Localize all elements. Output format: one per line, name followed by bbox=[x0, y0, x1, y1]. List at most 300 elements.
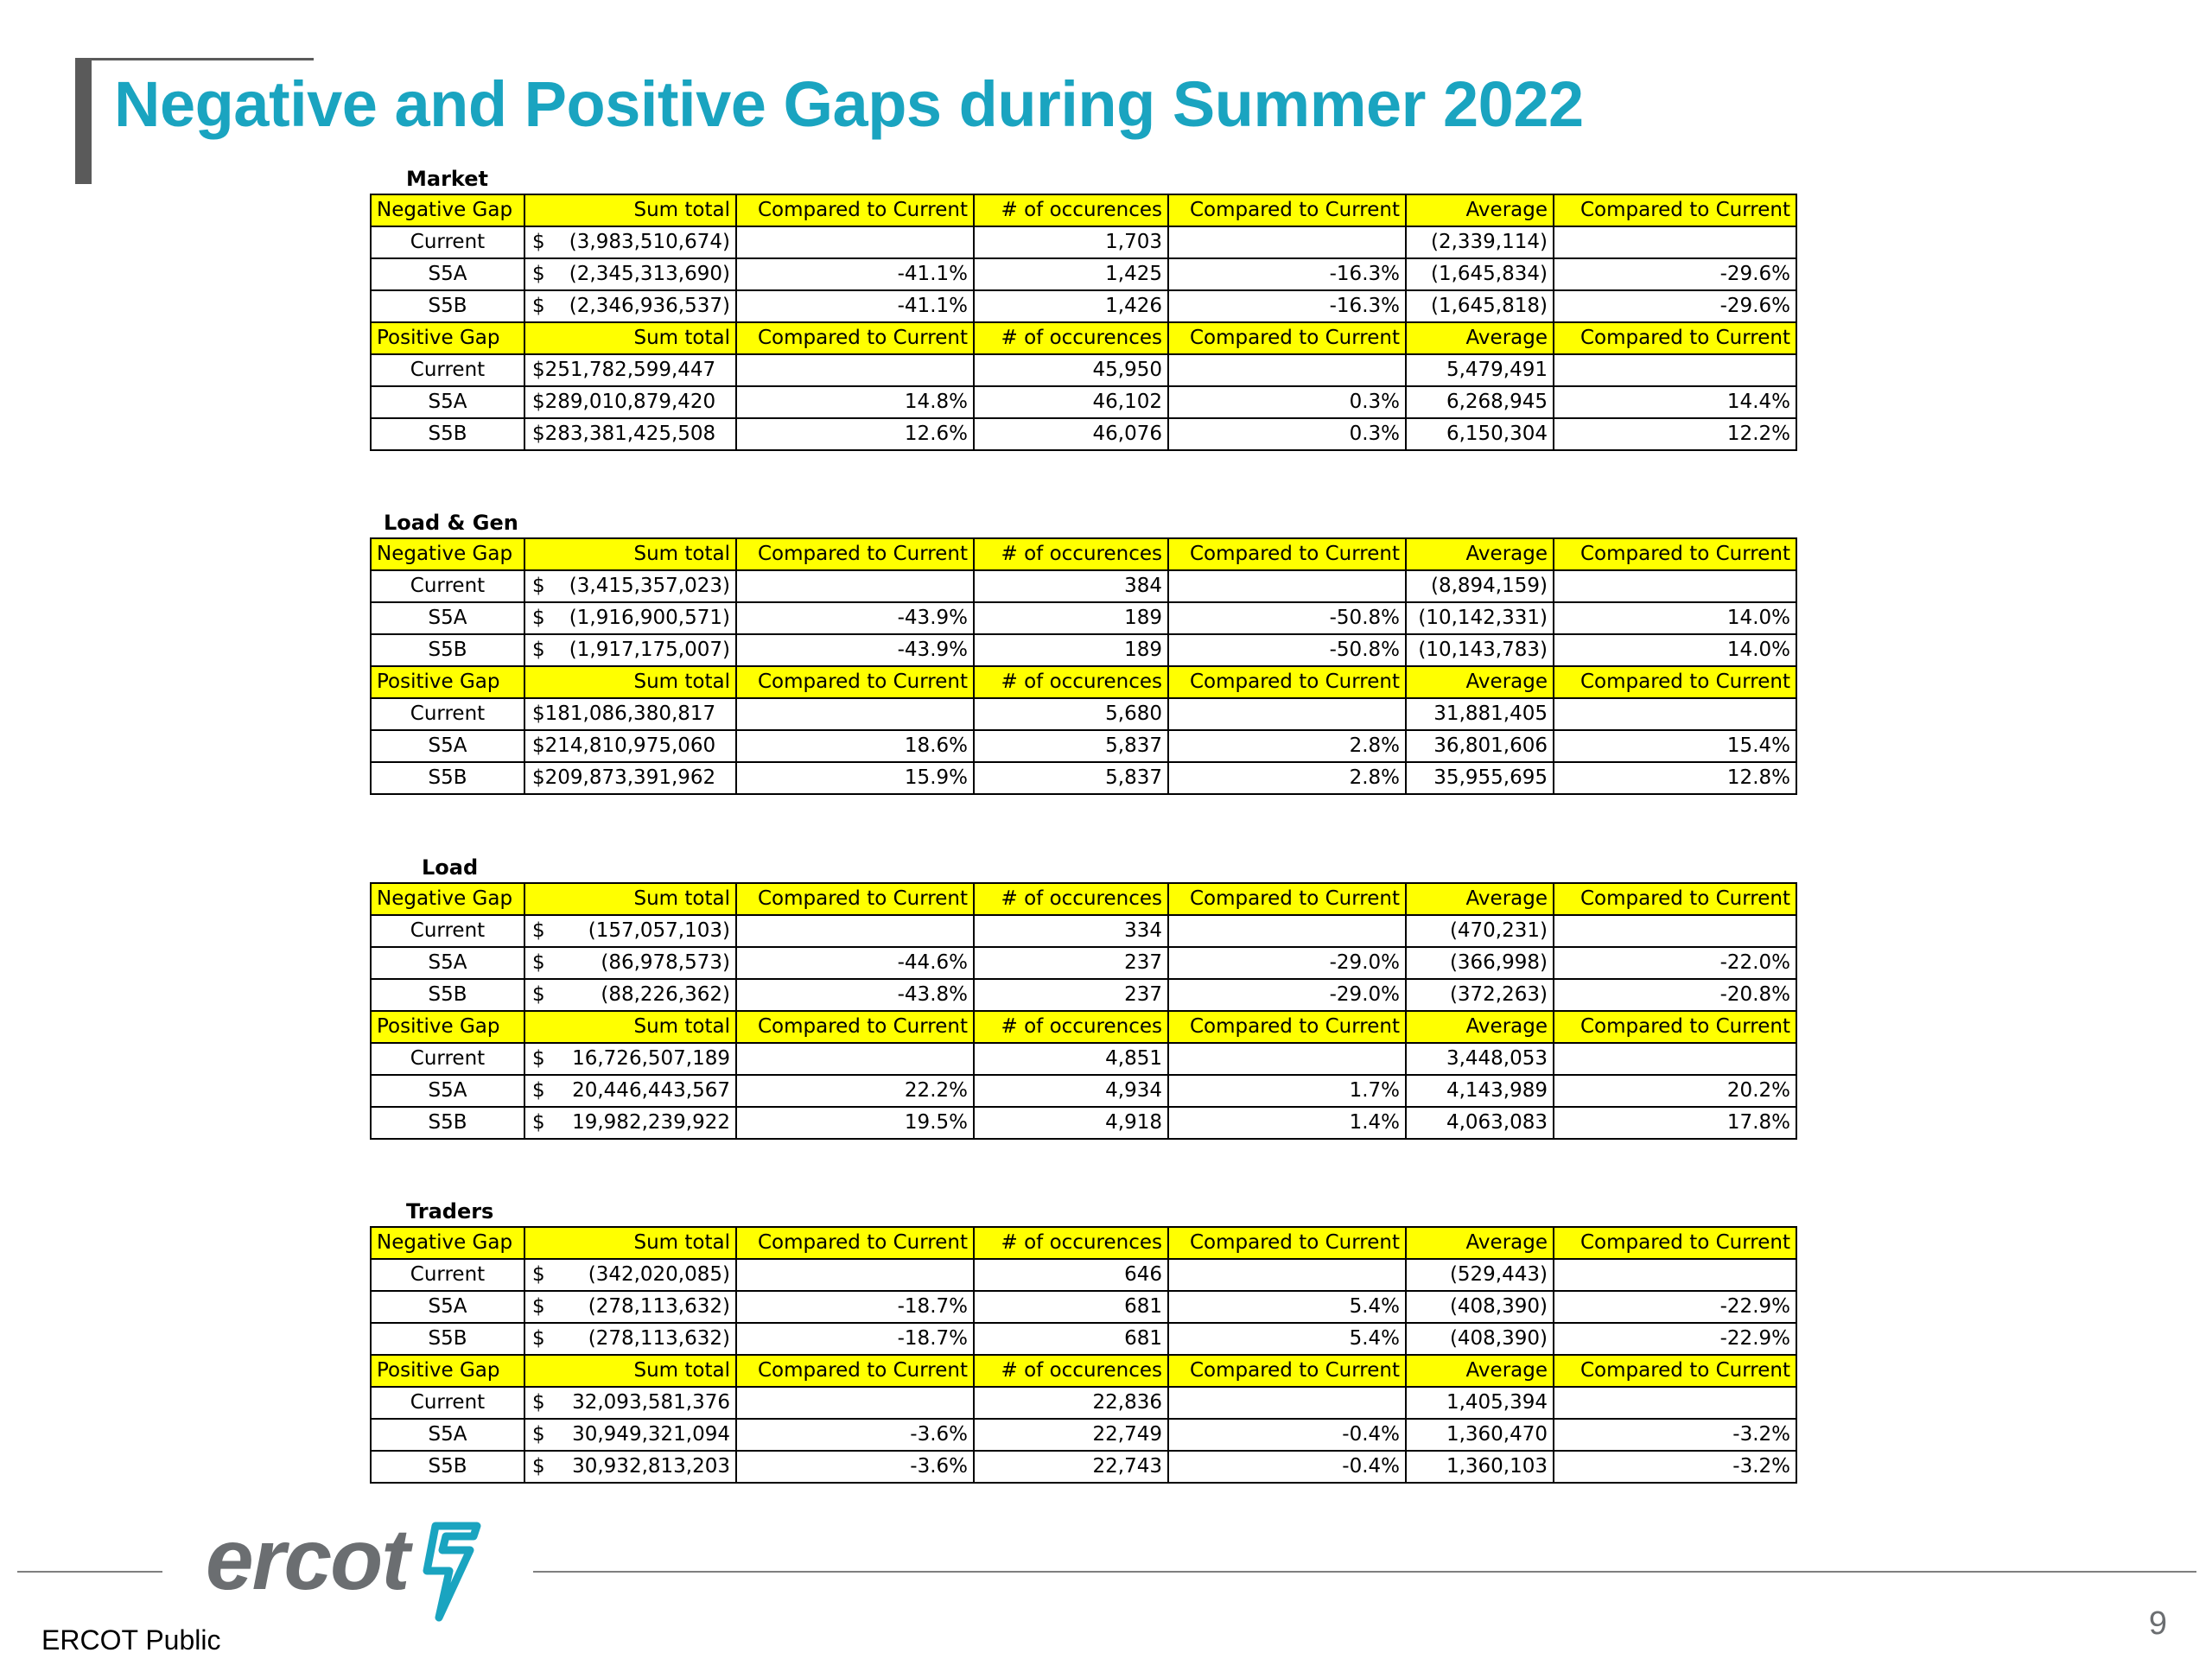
occurrences-compared-cell: -0.4% bbox=[1168, 1419, 1406, 1451]
row-label: Current bbox=[371, 226, 524, 258]
currency-symbol: $ bbox=[532, 983, 545, 1006]
column-header: Sum total bbox=[524, 1355, 736, 1387]
sum-total-value: $181,086,380,817 bbox=[532, 702, 716, 725]
currency-symbol: $ bbox=[532, 1263, 545, 1286]
column-header: Compared to Current bbox=[1554, 1227, 1796, 1259]
table-section bbox=[370, 164, 1796, 451]
occurrences-cell: 237 bbox=[974, 947, 1168, 979]
sum-compared-cell bbox=[736, 226, 974, 258]
sum-total-value: (2,346,936,537) bbox=[569, 295, 730, 317]
occurrences-cell: 45,950 bbox=[974, 354, 1168, 386]
occurrences-compared-cell: -0.4% bbox=[1168, 1451, 1406, 1483]
sum-total-cell bbox=[524, 354, 736, 386]
average-cell: 1,405,394 bbox=[1406, 1387, 1554, 1419]
sum-total-cell bbox=[524, 1387, 736, 1419]
currency-symbol: $ bbox=[532, 1295, 545, 1318]
occurrences-cell: 5,680 bbox=[974, 698, 1168, 730]
column-header: Compared to Current bbox=[1554, 666, 1796, 698]
gap-type-header: Negative Gap bbox=[371, 538, 524, 570]
occurrences-compared-cell bbox=[1168, 354, 1406, 386]
column-header: Compared to Current bbox=[1554, 883, 1796, 915]
sum-compared-cell: -18.7% bbox=[736, 1291, 974, 1323]
occurrences-cell: 189 bbox=[974, 602, 1168, 634]
table-row bbox=[371, 570, 1796, 602]
gap-type-header: Positive Gap bbox=[371, 1355, 524, 1387]
column-header: Compared to Current bbox=[1554, 322, 1796, 354]
average-compared-cell: 20.2% bbox=[1554, 1075, 1796, 1107]
occurrences-cell: 1,426 bbox=[974, 290, 1168, 322]
column-header: Compared to Current bbox=[736, 666, 974, 698]
average-cell: 31,881,405 bbox=[1406, 698, 1554, 730]
average-cell: (1,645,818) bbox=[1406, 290, 1554, 322]
column-header: Average bbox=[1406, 538, 1554, 570]
row-label: Current bbox=[371, 1043, 524, 1075]
table-row bbox=[371, 1419, 1796, 1451]
column-header: Sum total bbox=[524, 1011, 736, 1043]
sum-compared-cell: 18.6% bbox=[736, 730, 974, 762]
currency-symbol: $ bbox=[532, 639, 545, 661]
sum-total-value: $289,010,879,420 bbox=[532, 391, 716, 413]
average-cell: 6,268,945 bbox=[1406, 386, 1554, 418]
average-compared-cell: -29.6% bbox=[1554, 290, 1796, 322]
sum-compared-cell: -3.6% bbox=[736, 1419, 974, 1451]
average-compared-cell: 12.2% bbox=[1554, 418, 1796, 450]
sum-total-value: (278,113,632) bbox=[588, 1327, 730, 1350]
sum-total-cell bbox=[524, 698, 736, 730]
currency-symbol: $ bbox=[532, 1455, 545, 1478]
sum-total-value: $214,810,975,060 bbox=[532, 734, 716, 757]
occurrences-cell: 384 bbox=[974, 570, 1168, 602]
occurrences-compared-cell: 1.7% bbox=[1168, 1075, 1406, 1107]
column-header: Average bbox=[1406, 194, 1554, 226]
sum-total-cell bbox=[524, 1259, 736, 1291]
column-header: Compared to Current bbox=[1168, 666, 1406, 698]
table-header-row bbox=[371, 538, 1796, 570]
average-compared-cell bbox=[1554, 354, 1796, 386]
occurrences-compared-cell: 5.4% bbox=[1168, 1323, 1406, 1355]
gap-table bbox=[370, 1226, 1797, 1484]
footer-rule-right bbox=[533, 1571, 2196, 1573]
column-header: Sum total bbox=[524, 1227, 736, 1259]
row-label: S5B bbox=[371, 290, 524, 322]
table-row bbox=[371, 258, 1796, 290]
average-compared-cell: -22.9% bbox=[1554, 1291, 1796, 1323]
column-header: # of occurences bbox=[974, 194, 1168, 226]
sum-total-value: 16,726,507,189 bbox=[572, 1047, 730, 1070]
table-row bbox=[371, 730, 1796, 762]
row-label: Current bbox=[371, 570, 524, 602]
table-header-row bbox=[371, 666, 1796, 698]
average-cell: (8,894,159) bbox=[1406, 570, 1554, 602]
table-section bbox=[370, 508, 1796, 795]
column-header: Compared to Current bbox=[1168, 883, 1406, 915]
gap-table bbox=[370, 882, 1797, 1140]
occurrences-compared-cell: -50.8% bbox=[1168, 602, 1406, 634]
row-label: S5B bbox=[371, 979, 524, 1011]
sum-total-cell bbox=[524, 570, 736, 602]
row-label: S5B bbox=[371, 1107, 524, 1139]
ercot-bolt-icon bbox=[420, 1521, 489, 1624]
average-compared-cell: 17.8% bbox=[1554, 1107, 1796, 1139]
gap-type-header: Negative Gap bbox=[371, 194, 524, 226]
table-row bbox=[371, 354, 1796, 386]
currency-symbol: $ bbox=[532, 1423, 545, 1446]
average-cell: 36,801,606 bbox=[1406, 730, 1554, 762]
sum-total-cell bbox=[524, 634, 736, 666]
sum-compared-cell bbox=[736, 698, 974, 730]
sum-total-value: 20,446,443,567 bbox=[572, 1079, 730, 1102]
occurrences-compared-cell bbox=[1168, 915, 1406, 947]
sum-compared-cell bbox=[736, 1387, 974, 1419]
column-header: Average bbox=[1406, 883, 1554, 915]
sum-total-cell bbox=[524, 1043, 736, 1075]
row-label: S5A bbox=[371, 1075, 524, 1107]
sum-total-cell bbox=[524, 418, 736, 450]
occurrences-compared-cell: -16.3% bbox=[1168, 258, 1406, 290]
row-label: S5B bbox=[371, 1323, 524, 1355]
table-row bbox=[371, 1451, 1796, 1483]
table-section bbox=[370, 1197, 1796, 1484]
occurrences-compared-cell bbox=[1168, 570, 1406, 602]
occurrences-compared-cell: 0.3% bbox=[1168, 386, 1406, 418]
average-cell: 5,479,491 bbox=[1406, 354, 1554, 386]
average-compared-cell: 14.4% bbox=[1554, 386, 1796, 418]
sum-total-cell bbox=[524, 290, 736, 322]
column-header: # of occurences bbox=[974, 666, 1168, 698]
column-header: Compared to Current bbox=[736, 883, 974, 915]
occurrences-compared-cell bbox=[1168, 1259, 1406, 1291]
title-bracket-left bbox=[75, 58, 92, 184]
occurrences-cell: 5,837 bbox=[974, 730, 1168, 762]
average-cell: (529,443) bbox=[1406, 1259, 1554, 1291]
sum-total-cell bbox=[524, 1419, 736, 1451]
column-header: Compared to Current bbox=[736, 322, 974, 354]
sum-total-value: (278,113,632) bbox=[588, 1295, 730, 1318]
table-header-row bbox=[371, 1011, 1796, 1043]
sum-total-value: $283,381,425,508 bbox=[532, 423, 716, 445]
sum-total-value: (2,345,313,690) bbox=[569, 263, 730, 285]
average-cell: (2,339,114) bbox=[1406, 226, 1554, 258]
table-row bbox=[371, 915, 1796, 947]
sum-total-value: 30,949,321,094 bbox=[572, 1423, 730, 1446]
average-compared-cell: -3.2% bbox=[1554, 1451, 1796, 1483]
column-header: # of occurences bbox=[974, 1355, 1168, 1387]
page-number: 9 bbox=[2148, 1605, 2167, 1642]
table-header-row bbox=[371, 1355, 1796, 1387]
sum-total-cell bbox=[524, 979, 736, 1011]
sum-total-value: (3,415,357,023) bbox=[569, 575, 730, 597]
column-header: Compared to Current bbox=[736, 194, 974, 226]
row-label: Current bbox=[371, 698, 524, 730]
sum-total-cell bbox=[524, 762, 736, 794]
row-label: Current bbox=[371, 354, 524, 386]
average-cell: (366,998) bbox=[1406, 947, 1554, 979]
row-label: S5A bbox=[371, 1419, 524, 1451]
sum-compared-cell: -43.8% bbox=[736, 979, 974, 1011]
column-header: Sum total bbox=[524, 194, 736, 226]
sum-total-cell bbox=[524, 258, 736, 290]
footer-public-label: ERCOT Public bbox=[41, 1624, 221, 1656]
sum-total-cell bbox=[524, 226, 736, 258]
average-cell: 6,150,304 bbox=[1406, 418, 1554, 450]
column-header: Compared to Current bbox=[1168, 538, 1406, 570]
column-header: Compared to Current bbox=[736, 1011, 974, 1043]
occurrences-cell: 4,934 bbox=[974, 1075, 1168, 1107]
occurrences-cell: 22,836 bbox=[974, 1387, 1168, 1419]
occurrences-cell: 22,749 bbox=[974, 1419, 1168, 1451]
sum-total-cell bbox=[524, 1107, 736, 1139]
column-header: Compared to Current bbox=[1168, 1011, 1406, 1043]
average-compared-cell: 14.0% bbox=[1554, 634, 1796, 666]
table-row bbox=[371, 290, 1796, 322]
row-label: S5B bbox=[371, 1451, 524, 1483]
column-header: Sum total bbox=[524, 883, 736, 915]
sum-total-value: 32,093,581,376 bbox=[572, 1391, 730, 1414]
sum-total-value: (1,916,900,571) bbox=[569, 607, 730, 629]
column-header: Average bbox=[1406, 1227, 1554, 1259]
row-label: S5A bbox=[371, 602, 524, 634]
average-cell: (470,231) bbox=[1406, 915, 1554, 947]
column-header: Average bbox=[1406, 1011, 1554, 1043]
sum-total-cell bbox=[524, 730, 736, 762]
sum-compared-cell: 15.9% bbox=[736, 762, 974, 794]
occurrences-cell: 1,703 bbox=[974, 226, 1168, 258]
sum-total-value: $251,782,599,447 bbox=[532, 359, 716, 381]
occurrences-compared-cell: 5.4% bbox=[1168, 1291, 1406, 1323]
average-cell: (408,390) bbox=[1406, 1323, 1554, 1355]
column-header: Sum total bbox=[524, 322, 736, 354]
average-compared-cell: -22.0% bbox=[1554, 947, 1796, 979]
sum-total-cell bbox=[524, 1291, 736, 1323]
column-header: Compared to Current bbox=[736, 1227, 974, 1259]
table-row bbox=[371, 1259, 1796, 1291]
occurrences-compared-cell: -29.0% bbox=[1168, 947, 1406, 979]
gap-table bbox=[370, 194, 1797, 451]
occurrences-cell: 22,743 bbox=[974, 1451, 1168, 1483]
currency-symbol: $ bbox=[532, 951, 545, 974]
occurrences-compared-cell: -16.3% bbox=[1168, 290, 1406, 322]
occurrences-cell: 5,837 bbox=[974, 762, 1168, 794]
section-title: Traders bbox=[406, 1199, 494, 1224]
occurrences-cell: 237 bbox=[974, 979, 1168, 1011]
column-header: # of occurences bbox=[974, 322, 1168, 354]
average-compared-cell bbox=[1554, 226, 1796, 258]
gap-type-header: Positive Gap bbox=[371, 666, 524, 698]
sum-total-cell bbox=[524, 915, 736, 947]
column-header: Compared to Current bbox=[1168, 194, 1406, 226]
sum-total-value: (1,917,175,007) bbox=[569, 639, 730, 661]
occurrences-compared-cell bbox=[1168, 226, 1406, 258]
occurrences-cell: 681 bbox=[974, 1323, 1168, 1355]
sum-compared-cell bbox=[736, 354, 974, 386]
occurrences-compared-cell bbox=[1168, 698, 1406, 730]
table-row bbox=[371, 1043, 1796, 1075]
table-row bbox=[371, 1107, 1796, 1139]
average-cell: (10,143,783) bbox=[1406, 634, 1554, 666]
currency-symbol: $ bbox=[532, 607, 545, 629]
occurrences-cell: 1,425 bbox=[974, 258, 1168, 290]
table-row bbox=[371, 226, 1796, 258]
occurrences-cell: 334 bbox=[974, 915, 1168, 947]
row-label: Current bbox=[371, 1259, 524, 1291]
average-cell: (1,645,834) bbox=[1406, 258, 1554, 290]
currency-symbol: $ bbox=[532, 263, 545, 285]
sum-total-value: 19,982,239,922 bbox=[572, 1111, 730, 1134]
table-row bbox=[371, 386, 1796, 418]
ercot-logo-text: ercot bbox=[206, 1511, 409, 1608]
average-compared-cell bbox=[1554, 570, 1796, 602]
table-row bbox=[371, 762, 1796, 794]
row-label: S5B bbox=[371, 418, 524, 450]
sum-total-value: (86,978,573) bbox=[601, 951, 730, 974]
sum-compared-cell bbox=[736, 915, 974, 947]
sum-compared-cell: 22.2% bbox=[736, 1075, 974, 1107]
currency-symbol: $ bbox=[532, 1391, 545, 1414]
currency-symbol: $ bbox=[532, 1327, 545, 1350]
table-row bbox=[371, 1323, 1796, 1355]
column-header: Compared to Current bbox=[1554, 538, 1796, 570]
sum-compared-cell: -41.1% bbox=[736, 258, 974, 290]
table-row bbox=[371, 634, 1796, 666]
column-header: Compared to Current bbox=[736, 1355, 974, 1387]
sum-total-value: (342,020,085) bbox=[588, 1263, 730, 1286]
sum-compared-cell: -43.9% bbox=[736, 602, 974, 634]
occurrences-compared-cell: 2.8% bbox=[1168, 730, 1406, 762]
column-header: Average bbox=[1406, 322, 1554, 354]
gap-type-header: Positive Gap bbox=[371, 322, 524, 354]
row-label: S5A bbox=[371, 947, 524, 979]
sum-compared-cell bbox=[736, 1259, 974, 1291]
title-bracket-top bbox=[75, 58, 314, 60]
sum-compared-cell: 12.6% bbox=[736, 418, 974, 450]
column-header: Compared to Current bbox=[736, 538, 974, 570]
occurrences-compared-cell: -29.0% bbox=[1168, 979, 1406, 1011]
sum-total-value: (157,057,103) bbox=[588, 919, 730, 942]
column-header: # of occurences bbox=[974, 538, 1168, 570]
table-row bbox=[371, 1075, 1796, 1107]
sum-total-cell bbox=[524, 1451, 736, 1483]
currency-symbol: $ bbox=[532, 1111, 545, 1134]
average-cell: 1,360,470 bbox=[1406, 1419, 1554, 1451]
gap-type-header: Negative Gap bbox=[371, 883, 524, 915]
table-row bbox=[371, 698, 1796, 730]
table-header-row bbox=[371, 194, 1796, 226]
average-compared-cell bbox=[1554, 915, 1796, 947]
sum-compared-cell bbox=[736, 570, 974, 602]
table-row bbox=[371, 979, 1796, 1011]
column-header: Compared to Current bbox=[1554, 1011, 1796, 1043]
row-label: Current bbox=[371, 915, 524, 947]
average-compared-cell: 15.4% bbox=[1554, 730, 1796, 762]
currency-symbol: $ bbox=[532, 575, 545, 597]
section-title: Market bbox=[406, 167, 488, 191]
footer-rule-left bbox=[17, 1571, 162, 1573]
average-compared-cell: -29.6% bbox=[1554, 258, 1796, 290]
occurrences-compared-cell bbox=[1168, 1387, 1406, 1419]
sum-total-value: 30,932,813,203 bbox=[572, 1455, 730, 1478]
occurrences-compared-cell bbox=[1168, 1043, 1406, 1075]
column-header: Sum total bbox=[524, 666, 736, 698]
sum-total-value: (88,226,362) bbox=[601, 983, 730, 1006]
table-row bbox=[371, 1387, 1796, 1419]
sum-total-cell bbox=[524, 1323, 736, 1355]
sum-total-value: $209,873,391,962 bbox=[532, 766, 716, 789]
average-cell: 1,360,103 bbox=[1406, 1451, 1554, 1483]
row-label: S5B bbox=[371, 762, 524, 794]
average-compared-cell bbox=[1554, 698, 1796, 730]
column-header: # of occurences bbox=[974, 1227, 1168, 1259]
column-header: Sum total bbox=[524, 538, 736, 570]
table-section bbox=[370, 853, 1796, 1140]
gap-table bbox=[370, 537, 1797, 795]
average-compared-cell bbox=[1554, 1259, 1796, 1291]
row-label: Current bbox=[371, 1387, 524, 1419]
occurrences-cell: 4,918 bbox=[974, 1107, 1168, 1139]
sum-total-cell bbox=[524, 602, 736, 634]
row-label: S5A bbox=[371, 258, 524, 290]
average-cell: (408,390) bbox=[1406, 1291, 1554, 1323]
sum-total-cell bbox=[524, 1075, 736, 1107]
sum-total-value: (3,983,510,674) bbox=[569, 231, 730, 253]
column-header: Compared to Current bbox=[1168, 1227, 1406, 1259]
table-row bbox=[371, 947, 1796, 979]
average-compared-cell: -3.2% bbox=[1554, 1419, 1796, 1451]
sum-compared-cell bbox=[736, 1043, 974, 1075]
row-label: S5A bbox=[371, 1291, 524, 1323]
column-header: Average bbox=[1406, 666, 1554, 698]
column-header: # of occurences bbox=[974, 1011, 1168, 1043]
average-cell: (372,263) bbox=[1406, 979, 1554, 1011]
row-label: S5A bbox=[371, 386, 524, 418]
column-header: Compared to Current bbox=[1168, 1355, 1406, 1387]
gap-type-header: Positive Gap bbox=[371, 1011, 524, 1043]
sum-total-cell bbox=[524, 947, 736, 979]
occurrences-cell: 681 bbox=[974, 1291, 1168, 1323]
average-compared-cell bbox=[1554, 1043, 1796, 1075]
column-header: Compared to Current bbox=[1168, 322, 1406, 354]
ercot-logo bbox=[206, 1512, 499, 1633]
section-title: Load bbox=[422, 855, 479, 880]
column-header: Average bbox=[1406, 1355, 1554, 1387]
occurrences-cell: 46,102 bbox=[974, 386, 1168, 418]
currency-symbol: $ bbox=[532, 919, 545, 942]
occurrences-compared-cell: 2.8% bbox=[1168, 762, 1406, 794]
table-header-row bbox=[371, 322, 1796, 354]
average-cell: (10,142,331) bbox=[1406, 602, 1554, 634]
table-header-row bbox=[371, 883, 1796, 915]
currency-symbol: $ bbox=[532, 1079, 545, 1102]
table-row bbox=[371, 1291, 1796, 1323]
table-header-row bbox=[371, 1227, 1796, 1259]
sum-total-cell bbox=[524, 386, 736, 418]
page-title: Negative and Positive Gaps during Summer 2022 bbox=[114, 68, 1584, 140]
average-cell: 4,143,989 bbox=[1406, 1075, 1554, 1107]
average-compared-cell: -20.8% bbox=[1554, 979, 1796, 1011]
average-compared-cell: 14.0% bbox=[1554, 602, 1796, 634]
occurrences-cell: 46,076 bbox=[974, 418, 1168, 450]
occurrences-compared-cell: 1.4% bbox=[1168, 1107, 1406, 1139]
average-cell: 4,063,083 bbox=[1406, 1107, 1554, 1139]
section-title: Load & Gen bbox=[384, 511, 518, 535]
row-label: S5B bbox=[371, 634, 524, 666]
occurrences-compared-cell: 0.3% bbox=[1168, 418, 1406, 450]
occurrences-cell: 4,851 bbox=[974, 1043, 1168, 1075]
sum-compared-cell: -41.1% bbox=[736, 290, 974, 322]
currency-symbol: $ bbox=[532, 295, 545, 317]
gap-type-header: Negative Gap bbox=[371, 1227, 524, 1259]
average-compared-cell bbox=[1554, 1387, 1796, 1419]
currency-symbol: $ bbox=[532, 1047, 545, 1070]
